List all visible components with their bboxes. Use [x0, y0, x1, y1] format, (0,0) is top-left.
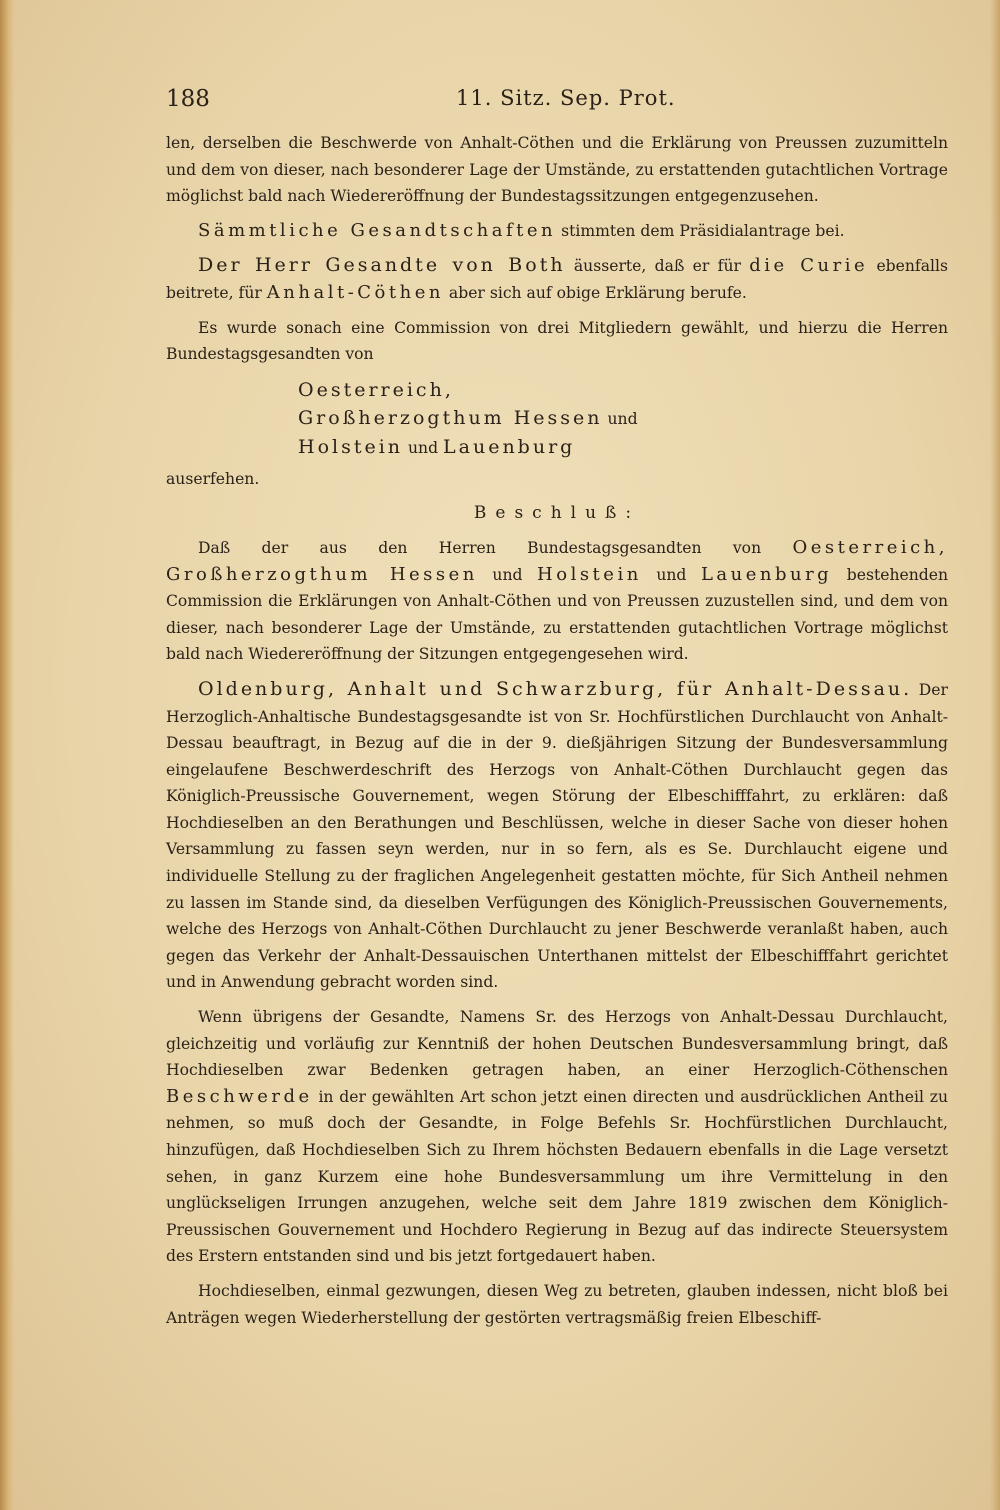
- list-item: [298, 433, 948, 462]
- spaced-text: Der Herr Gesandte von Both: [198, 254, 566, 277]
- paragraph-text: ebenfalls beitrete, für: [166, 257, 948, 302]
- paragraph-3: [166, 252, 948, 306]
- commission-list: [298, 376, 948, 462]
- spaced-text: Anhalt-Cöthen: [266, 281, 444, 303]
- paragraph-text: aber sich auf obige Erklärung berufe.: [443, 283, 747, 302]
- page-edge-left: [0, 0, 14, 1510]
- page-number: 188: [166, 86, 210, 112]
- paragraph-text: äusserte, daß er für: [565, 257, 750, 276]
- page-edge-right: [990, 0, 1000, 1510]
- paragraph-8: [166, 1004, 948, 1270]
- paragraph-5: auserfehen.: [166, 469, 260, 488]
- paragraph-text: und: [641, 565, 701, 584]
- paragraph-text: bestehenden Commission die Erklärungen von Anhalt-Cöthen und von Preussen zuzustellen sind, und dem von dieser, nach besonderer Lage der Umstände, zu erstattenden gutachtlichen Vortrage möglichst bald nach Wiedereröffnung der Sitzungen entgegengesehen wird.: [166, 565, 949, 664]
- paragraph-9: Hochdieselben, einmal gezwungen, diesen Weg zu betreten, glauben indessen, nicht bloß bei Anträgen wegen Wiederherstellung der gestörten vertragsmäßig freien Elbeschiff-: [166, 1281, 948, 1327]
- paragraph-text: Der Herzoglich-Anhaltische Bundestagsgesandte ist von Sr. Hochfürstlichen Durchlaucht von Anhalt-Dessau beauftragt, in Bezug auf die in der 9. dießjährigen Sitzung der Bundesversammlung eingelaufene Beschwerdeschrift des Herzogs von Anhalt-Cöthen Durchlaucht gegen das Königlich-Preussische Gouvernement, wegen Störung der Elbeschifffahrt, zu erklären: daß Hochdieselben an den Berathungen und Beschlüssen, welche in dieser Sache von dieser hohen Versammlung zu fassen seyn werden, nur in so fern, als es Se. Durchlaucht eigene und individuelle Stellung zu der fraglichen Angelegenheit gestatten möchte, für Sich Antheil nehmen zu lassen im Stande sind, da dieselben Verfügungen des Königlich-Preussischen Gouvernements, welche des Herzogs von Anhalt-Cöthen Durchlaucht zu jener Beschwerde veranlaßt haben, auch gegen das Verkehr der Anhalt-Dessauischen Unterthanen mittelst der Elbeschifffahrt gerichtet und in Anwendung gebracht worden sind.: [166, 680, 948, 992]
- spaced-text: die Curie: [749, 255, 869, 277]
- list-item: [298, 404, 948, 433]
- spaced-text: Oldenburg, Anhalt und Schwarzburg, für Anhalt-Dessau.: [198, 677, 913, 700]
- spaced-text: Holstein: [537, 563, 642, 585]
- paragraph-text: Wenn übrigens der Gesandte, Namens Sr. des Herzogs von Anhalt-Dessau Durchlaucht, gleichzeitig und vorläufig zur Kenntniß der hohen Deutschen Bundesversammlung bringt, daß Hochdieselben zwar Bedenken getragen haben, an einer Herzoglich-Cöthenschen: [166, 1008, 948, 1080]
- body-text: [166, 130, 948, 1339]
- paragraph-7: [166, 676, 948, 996]
- list-item: Oesterreich,: [298, 378, 454, 401]
- paragraph-text: in der gewählten Art schon jetzt einen directen und ausdrücklichen Antheil zu nehmen, so muß doch der Gesandte, in Folge Befehls Sr. Hochfürstlichen Durchlaucht, hinzufügen, daß Hochdieselben Sich zu Ihrem höchsten Bedauern ebenfalls in die Lage versetzt sehen, in ganz Kurzem eine hohe Bundesversammlung um ihre Vermittelung in den unglückseligen Irrungen anzugehen, welche seit dem Jahre 1819 zwischen dem Königlich-Preussischen Gouvernement und Hochdero Regierung in Bezug auf das indirecte Steuersystem des Erstern entstanden sind und bis jetzt fortgedauert haben.: [166, 1087, 948, 1266]
- paragraph-2: [166, 218, 948, 245]
- spaced-text: Lauenburg: [700, 563, 833, 585]
- decision-heading: [166, 500, 948, 527]
- paragraph-6: [166, 535, 948, 668]
- paragraph-4: Es wurde sonach eine Commission von drei Mitgliedern gewählt, und hierzu die Herren Bundestagsgesandten von: [166, 318, 948, 364]
- running-head: 11. Sitz. Sep. Prot.: [456, 86, 676, 110]
- spaced-text: Beschwerde: [166, 1085, 313, 1107]
- paragraph-1: len, derselben die Beschwerde von Anhalt-Cöthen und die Erklärung von Preussen zuzumitteln und dem von dieser, nach besonderer Lage der Umstände, zu erstattenden gutachtlichen Vortrage möglichst bald nach Wiedereröffnung der Bundestagssitzungen entgegenzusehen.: [166, 134, 948, 206]
- spaced-text: Oesterreich, Großherzogthum Hessen: [166, 536, 948, 585]
- decision-title: Beschluß:: [473, 503, 641, 524]
- spaced-text: Sämmtliche Gesandtschaften: [198, 219, 557, 241]
- list-item-name: Holstein: [298, 435, 404, 458]
- list-item-name: Lauenburg: [443, 435, 576, 458]
- paragraph-text: und: [477, 565, 538, 584]
- list-conjunction: und: [403, 438, 444, 457]
- paragraph-text: stimmten dem Präsidialantrage bei.: [556, 221, 845, 240]
- paragraph-text: Daß der aus den Herren Bundestagsgesandten von: [198, 538, 793, 557]
- list-conjunction: und: [602, 409, 638, 428]
- list-item-name: Großherzogthum Hessen: [298, 406, 603, 429]
- page-header: [166, 86, 946, 118]
